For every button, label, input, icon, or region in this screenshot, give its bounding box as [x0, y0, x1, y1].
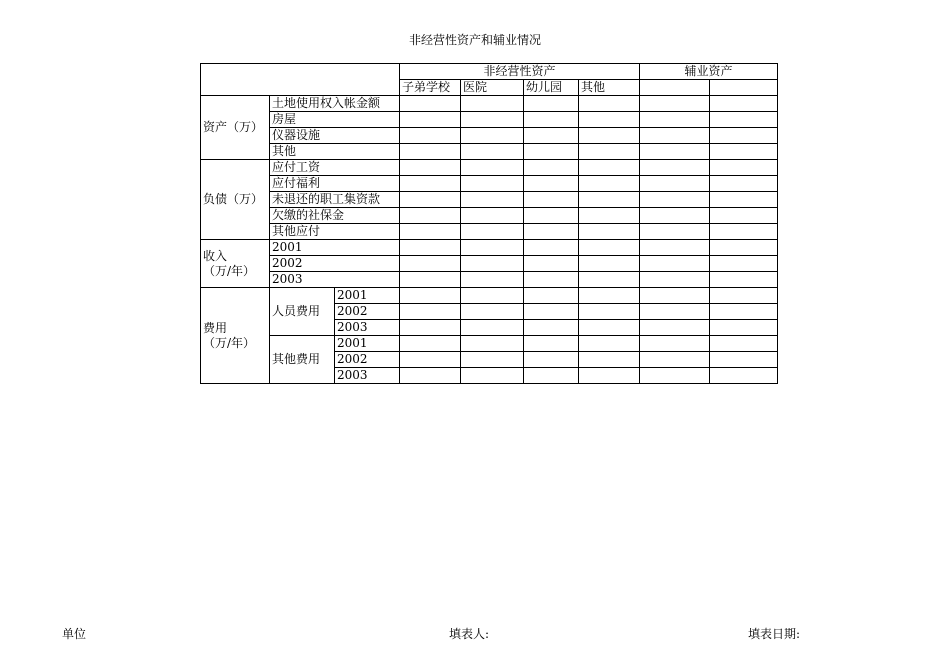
cell[interactable]	[400, 208, 461, 224]
cell[interactable]	[400, 192, 461, 208]
cell[interactable]	[640, 336, 710, 352]
cell[interactable]	[640, 144, 710, 160]
cell[interactable]	[579, 288, 640, 304]
cell[interactable]	[524, 336, 579, 352]
cell[interactable]	[400, 240, 461, 256]
cell[interactable]	[710, 368, 778, 384]
cell[interactable]	[461, 304, 524, 320]
cell[interactable]	[579, 352, 640, 368]
cell[interactable]	[461, 224, 524, 240]
col-aux-2	[710, 80, 778, 96]
cell[interactable]	[640, 192, 710, 208]
cell[interactable]	[400, 128, 461, 144]
cell[interactable]	[710, 96, 778, 112]
cell[interactable]	[640, 320, 710, 336]
cell[interactable]	[640, 240, 710, 256]
cell[interactable]	[710, 112, 778, 128]
cell[interactable]	[400, 368, 461, 384]
cell[interactable]	[400, 160, 461, 176]
cell[interactable]	[710, 272, 778, 288]
cell[interactable]	[524, 144, 579, 160]
cell[interactable]	[400, 176, 461, 192]
cell[interactable]	[400, 272, 461, 288]
cell[interactable]	[710, 144, 778, 160]
cell[interactable]	[400, 112, 461, 128]
cell[interactable]	[640, 272, 710, 288]
cell[interactable]	[524, 304, 579, 320]
cell[interactable]	[524, 208, 579, 224]
cell[interactable]	[524, 320, 579, 336]
cell[interactable]	[579, 336, 640, 352]
cell[interactable]	[640, 368, 710, 384]
income-label	[201, 240, 270, 288]
cell[interactable]	[579, 128, 640, 144]
cell[interactable]	[579, 96, 640, 112]
year-label: 2002	[335, 304, 400, 320]
cell[interactable]	[461, 288, 524, 304]
cell[interactable]	[461, 336, 524, 352]
row-label: 欠缴的社保金	[270, 208, 400, 224]
footer-filler: 填表人:	[449, 627, 490, 641]
year-label: 2003	[335, 368, 400, 384]
cell[interactable]	[579, 144, 640, 160]
col-kindergarten: 幼儿园	[524, 80, 579, 96]
row-label: 2003	[270, 272, 400, 288]
header-auxiliary: 辅业资产	[640, 64, 778, 80]
row-label: 其他应付	[270, 224, 400, 240]
cell[interactable]	[400, 336, 461, 352]
cell[interactable]	[710, 208, 778, 224]
year-label: 2001	[335, 336, 400, 352]
cell[interactable]	[461, 96, 524, 112]
cell[interactable]	[579, 176, 640, 192]
cell[interactable]	[400, 352, 461, 368]
row-label: 未退还的职工集资款	[270, 192, 400, 208]
cell[interactable]	[579, 160, 640, 176]
cell[interactable]	[579, 224, 640, 240]
cell[interactable]	[524, 160, 579, 176]
cell[interactable]	[579, 240, 640, 256]
cell[interactable]	[579, 368, 640, 384]
col-other: 其他	[579, 80, 640, 96]
cell[interactable]	[524, 192, 579, 208]
row-label: 仪器设施	[270, 128, 400, 144]
expense-label	[201, 288, 270, 384]
cell[interactable]	[640, 224, 710, 240]
cell[interactable]	[710, 320, 778, 336]
cell[interactable]	[710, 160, 778, 176]
personnel-expense-label: 人员费用	[270, 288, 335, 336]
cell[interactable]	[400, 144, 461, 160]
row-label: 应付工资	[270, 160, 400, 176]
other-expense-label: 其他费用	[270, 336, 335, 384]
year-label: 2003	[335, 320, 400, 336]
cell[interactable]	[461, 320, 524, 336]
col-aux-1	[640, 80, 710, 96]
cell[interactable]	[640, 256, 710, 272]
cell[interactable]	[400, 304, 461, 320]
cell[interactable]	[400, 224, 461, 240]
cell[interactable]	[710, 304, 778, 320]
cell[interactable]	[461, 144, 524, 160]
cell[interactable]	[640, 112, 710, 128]
cell[interactable]	[579, 256, 640, 272]
year-label: 2002	[335, 352, 400, 368]
row-label: 其他	[270, 144, 400, 160]
page-title: 非经营性资产和辅业情况	[408, 33, 541, 47]
cell[interactable]	[461, 208, 524, 224]
cell[interactable]	[524, 112, 579, 128]
cell[interactable]	[461, 176, 524, 192]
cell[interactable]	[710, 288, 778, 304]
header-non-operating: 非经营性资产	[400, 64, 640, 80]
cell[interactable]	[524, 272, 579, 288]
cell[interactable]	[710, 176, 778, 192]
cell[interactable]	[400, 320, 461, 336]
cell[interactable]	[524, 288, 579, 304]
cell[interactable]	[579, 112, 640, 128]
cell[interactable]	[461, 112, 524, 128]
cell[interactable]	[710, 240, 778, 256]
cell[interactable]	[579, 304, 640, 320]
expense-label-line1: 费用	[203, 320, 228, 335]
cell[interactable]	[710, 224, 778, 240]
row-label: 2001	[270, 240, 400, 256]
header-corner	[201, 64, 400, 96]
cell[interactable]	[524, 368, 579, 384]
cell[interactable]	[640, 96, 710, 112]
cell[interactable]	[461, 128, 524, 144]
cell[interactable]	[640, 176, 710, 192]
cell[interactable]	[400, 96, 461, 112]
cell[interactable]	[640, 288, 710, 304]
cell[interactable]	[579, 320, 640, 336]
cell[interactable]	[524, 224, 579, 240]
cell[interactable]	[461, 240, 524, 256]
cell[interactable]	[640, 208, 710, 224]
cell[interactable]	[640, 304, 710, 320]
cell[interactable]	[710, 352, 778, 368]
cell[interactable]	[640, 352, 710, 368]
cell[interactable]	[461, 192, 524, 208]
cell[interactable]	[579, 192, 640, 208]
income-label-line1: 收入	[203, 248, 228, 263]
footer-date: 填表日期:	[748, 627, 801, 641]
liabilities-label: 负债（万）	[201, 160, 270, 240]
cell[interactable]	[640, 160, 710, 176]
cell[interactable]	[524, 176, 579, 192]
cell[interactable]	[524, 256, 579, 272]
cell[interactable]	[640, 128, 710, 144]
cell[interactable]	[461, 368, 524, 384]
col-hospital: 医院	[461, 80, 524, 96]
cell[interactable]	[400, 256, 461, 272]
cell[interactable]	[710, 256, 778, 272]
cell[interactable]	[461, 160, 524, 176]
row-label: 2002	[270, 256, 400, 272]
year-label: 2001	[335, 288, 400, 304]
cell[interactable]	[461, 256, 524, 272]
cell[interactable]	[710, 336, 778, 352]
footer-unit: 单位	[62, 627, 87, 641]
expense-label-line2: （万/年）	[203, 335, 256, 350]
cell[interactable]	[524, 240, 579, 256]
cell[interactable]	[579, 208, 640, 224]
cell[interactable]	[710, 192, 778, 208]
row-label: 应付福利	[270, 176, 400, 192]
cell[interactable]	[579, 272, 640, 288]
col-school: 子弟学校	[400, 80, 461, 96]
cell[interactable]	[710, 128, 778, 144]
assets-label: 资产（万）	[201, 96, 270, 160]
asset-table	[200, 63, 778, 384]
cell[interactable]	[524, 128, 579, 144]
row-label: 土地使用权入帐金额	[270, 96, 400, 112]
cell[interactable]	[461, 352, 524, 368]
income-label-line2: （万/年）	[203, 263, 256, 278]
cell[interactable]	[400, 288, 461, 304]
row-label: 房屋	[270, 112, 400, 128]
cell[interactable]	[461, 272, 524, 288]
cell[interactable]	[524, 96, 579, 112]
cell[interactable]	[524, 352, 579, 368]
